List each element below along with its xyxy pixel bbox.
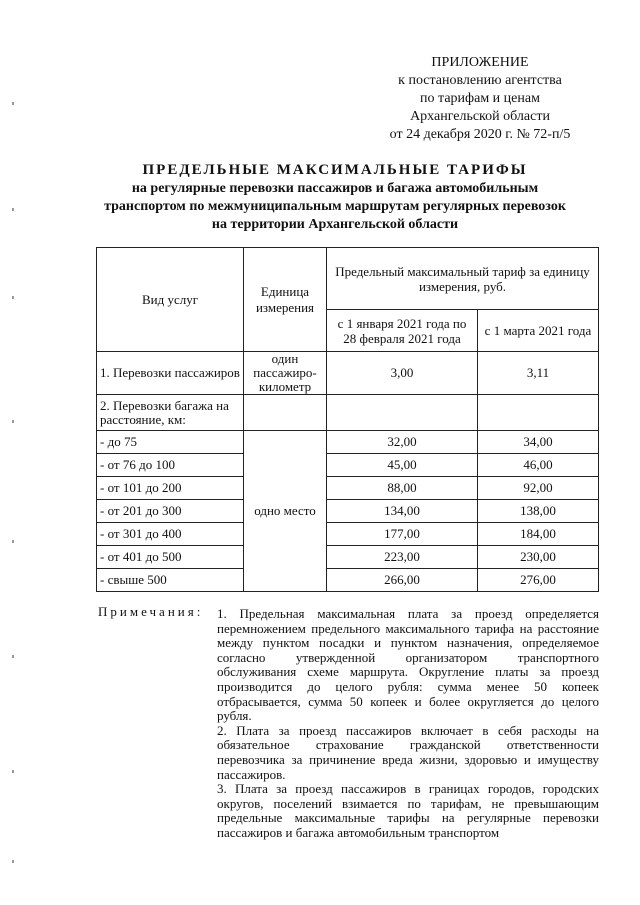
margin-mark xyxy=(12,540,14,543)
tariff-cell: 276,00 xyxy=(478,569,599,592)
title-main: ПРЕДЕЛЬНЫЕ МАКСИМАЛЬНЫЕ ТАРИФЫ xyxy=(142,162,528,178)
notes-label: Примечания: xyxy=(98,604,204,619)
margin-mark xyxy=(12,102,14,105)
tariff-cell: 138,00 xyxy=(478,500,599,523)
table-row xyxy=(97,477,599,500)
tariff-cell: 184,00 xyxy=(478,523,599,546)
tariff-table xyxy=(96,247,599,592)
header-period-1: с 1 января 2021 года по 28 февраля 2021 года xyxy=(327,310,478,352)
tariff-cell: 92,00 xyxy=(478,477,599,500)
tariff-cell: 230,00 xyxy=(478,546,599,569)
margin-mark xyxy=(12,770,14,773)
empty-cell xyxy=(244,395,327,431)
title-line: на регулярные перевозки пассажиров и багажа автомобильным xyxy=(131,181,539,196)
service-cell: - до 75 xyxy=(97,431,244,454)
note-item: 1. Предельная максимальная плата за проезд определяется перемножением предельного максимального тарифа на расстояние между пунктом посадки и пунктом назначения, определяемое согласно утвержденной организатором транспортного обслуживания схеме маршрута. Округление платы за проезд производится до целого рубля: сумма менее 50 копеек отбрасывается, сумма 50 копеек и более округляется до целого рубля. xyxy=(217,606,599,724)
title-line: на территории Архангельской области xyxy=(211,217,459,232)
tariff-cell: 223,00 xyxy=(327,546,478,569)
tariff-cell: 88,00 xyxy=(327,477,478,500)
appendix-line: к постановлению агентства xyxy=(398,73,562,88)
service-cell: - от 401 до 500 xyxy=(97,546,244,569)
table-row xyxy=(97,546,599,569)
title-line: транспортом по межмуниципальным маршрутам регулярных перевозок xyxy=(104,199,566,214)
header-tariff: Предельный максимальный тариф за единицу измерения, руб. xyxy=(327,248,599,310)
table-row xyxy=(97,395,599,431)
tariff-cell: 45,00 xyxy=(327,454,478,477)
note-item: 3. Плата за проезд пассажиров в границах городов, городских округов, поселений взимается по тарифам, не превышающим предельные максимальные тарифы на регулярные перевозки пассажиров и багажа автомобильным транспортом xyxy=(217,781,599,840)
service-cell: - от 101 до 200 xyxy=(97,477,244,500)
margin-mark xyxy=(12,655,14,658)
service-cell: 2. Перевозки багажа на расстояние, км: xyxy=(97,395,244,431)
header-service: Вид услуг xyxy=(97,248,244,352)
tariff-cell: 177,00 xyxy=(327,523,478,546)
unit-cell: одно место xyxy=(244,431,327,592)
margin-mark xyxy=(12,296,14,299)
table-row xyxy=(97,569,599,592)
appendix-block xyxy=(360,54,600,144)
tariff-cell: 134,00 xyxy=(327,500,478,523)
tariff-cell: 3,11 xyxy=(478,352,599,395)
table-row xyxy=(97,500,599,523)
unit-cell: один пассажиро-километр xyxy=(244,352,327,395)
appendix-line: по тарифам и ценам xyxy=(420,91,540,106)
header-unit: Единица измерения xyxy=(244,248,327,352)
empty-cell xyxy=(478,395,599,431)
service-cell: - от 76 до 100 xyxy=(97,454,244,477)
header-period-2: с 1 марта 2021 года xyxy=(478,310,599,352)
service-cell: - от 201 до 300 xyxy=(97,500,244,523)
tariff-cell: 34,00 xyxy=(478,431,599,454)
margin-mark xyxy=(12,420,14,423)
table-row xyxy=(97,523,599,546)
notes-list xyxy=(217,607,599,841)
appendix-line: ПРИЛОЖЕНИЕ xyxy=(431,55,529,70)
document-title xyxy=(70,160,600,234)
appendix-line: Архангельской области xyxy=(410,109,550,124)
margin-mark xyxy=(12,860,14,863)
service-cell: - свыше 500 xyxy=(97,569,244,592)
tariff-cell: 3,00 xyxy=(327,352,478,395)
margin-mark xyxy=(12,208,14,211)
tariff-cell: 46,00 xyxy=(478,454,599,477)
appendix-line: от 24 декабря 2020 г. № 72-п/5 xyxy=(389,127,571,142)
service-cell: 1. Перевозки пассажиров xyxy=(97,352,244,395)
table-row xyxy=(97,431,599,454)
table-header-row xyxy=(97,248,599,310)
empty-cell xyxy=(327,395,478,431)
service-cell: - от 301 до 400 xyxy=(97,523,244,546)
tariff-cell: 266,00 xyxy=(327,569,478,592)
tariff-cell: 32,00 xyxy=(327,431,478,454)
table-row xyxy=(97,454,599,477)
note-item: 2. Плата за проезд пассажиров включает в себя расходы на обязательное страхование гражданской ответственности перевозчика за причинение вреда жизни, здоровью и имуществу пассажиров. xyxy=(217,722,599,782)
table-row xyxy=(97,352,599,395)
